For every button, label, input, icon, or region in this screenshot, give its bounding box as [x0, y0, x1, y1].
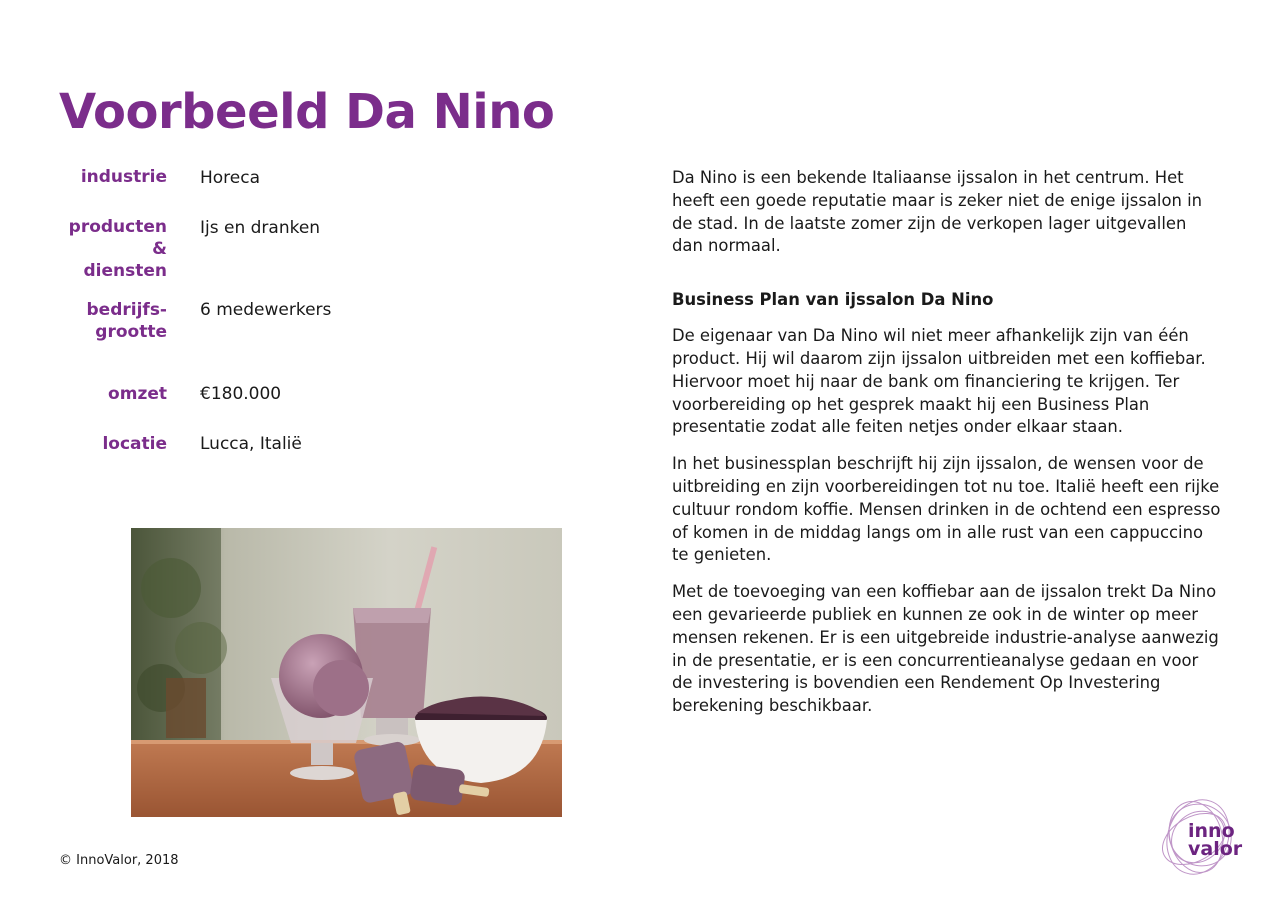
logo-text-line2: valor: [1188, 838, 1243, 860]
fact-label-industrie: industrie: [80, 167, 167, 187]
logo-text-line1: inno: [1188, 820, 1235, 842]
description-column: [672, 167, 1222, 732]
fact-value-bedrijfsgrootte: 6 medewerkers: [200, 300, 332, 320]
fact-value-producten: Ijs en dranken: [200, 218, 321, 238]
ice-cream-illustration: [131, 528, 562, 817]
copyright-footer: © InnoValor, 2018: [59, 853, 179, 868]
fact-label-bedrijfsgrootte: [59, 299, 167, 343]
innovalor-logo: [1160, 795, 1256, 879]
page-title: Voorbeeld Da Nino: [59, 84, 555, 140]
fact-label-line: producten &: [68, 217, 167, 259]
ice-cream-photo: [131, 528, 562, 817]
intro-paragraph: Da Nino is een bekende Italiaanse ijssalon in het centrum. Het heeft een goede reputatie maar is zeker niet de enige ijssalon in de stad. In de laatste zomer zijn de verkopen lager uitgevallen dan normaal.: [672, 168, 1203, 256]
innovalor-logo-mark: [1160, 795, 1256, 879]
fact-value-omzet: €180.000: [200, 384, 282, 404]
fact-label-line: bedrijfs-: [86, 300, 167, 320]
fact-label-omzet: omzet: [108, 384, 167, 404]
fact-value-industrie: Horeca: [200, 168, 261, 188]
fact-label-producten: [59, 216, 167, 282]
fact-value-locatie: Lucca, Italië: [200, 434, 302, 454]
body-paragraph: De eigenaar van Da Nino wil niet meer afhankelijk zijn van één product. Hij wil daarom zijn ijssalon uitbreiden met een koffiebar. Hiervoor moet hij naar de bank om financiering te krijgen. Ter voorbereiding op het gesprek maakt hij een Business Plan presentatie zodat alle feiten netjes onder elkaar staan.: [672, 326, 1206, 437]
fact-label-line: grootte: [95, 322, 167, 342]
business-plan-heading: Business Plan van ijssalon Da Nino: [672, 290, 994, 310]
fact-label-line: diensten: [83, 261, 167, 281]
body-paragraph: Met de toevoeging van een koffiebar aan de ijssalon trekt Da Nino een gevarieerde publiek en kunnen ze ook in de winter op meer mensen rekenen. Er is een uitgebreide industrie-analyse aanwezig in de presentatie, er is een concurrentieanalyse gedaan en voor de investering is bovendien een Rendement Op Investering berekening beschikbaar.: [672, 582, 1219, 716]
fact-label-locatie: locatie: [102, 434, 167, 454]
body-paragraph: In het businessplan beschrijft hij zijn ijssalon, de wensen voor de uitbreiding en zijn voorbereidingen tot nu toe. Italië heeft een rijke cultuur rondom koffie. Mensen drinken in de ochtend een espresso of komen in de middag langs om in alle rust van een cappuccino te genieten.: [672, 454, 1221, 565]
